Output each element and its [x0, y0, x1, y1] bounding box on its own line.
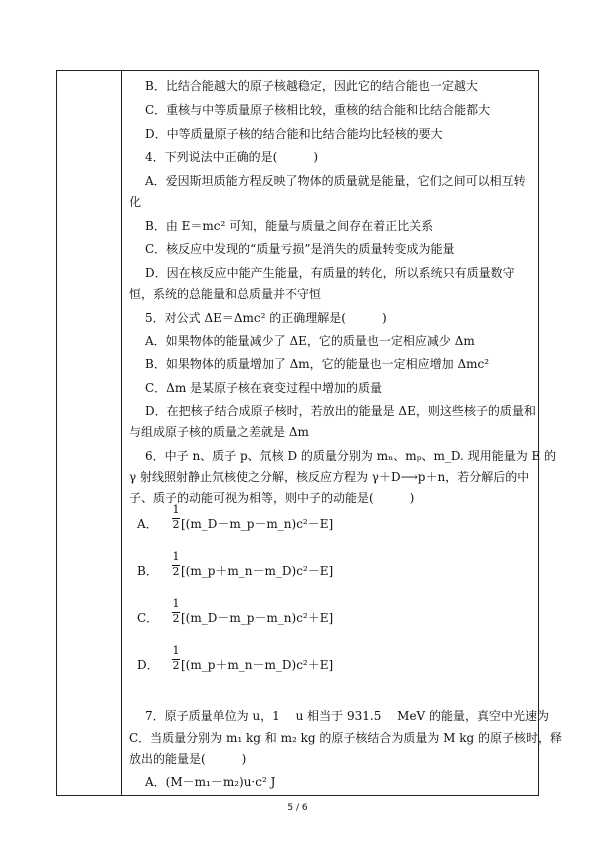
text-line: 恒，系统的总能量和总质量并不守恒: [129, 287, 322, 301]
table-divider: [121, 70, 122, 796]
option-expression: [(m_D－m_p－m_n)c²－E]: [181, 517, 334, 531]
option-label: B．: [137, 564, 158, 578]
page-number: 5 / 6: [287, 803, 308, 813]
option-expression: [(m_p＋m_n－m_D)c²－E]: [181, 564, 334, 578]
text-line: A．爱因斯坦质能方程反映了物体的质量就是能量，它们之间可以相互转: [145, 174, 526, 188]
option-label: A．: [137, 517, 158, 531]
fraction-numerator: 1: [172, 644, 180, 657]
text-line: D．因在核反应中能产生能量，有质量的转化，所以系统只有质量数守: [145, 266, 515, 280]
text-line: D．中等质量原子核的结合能和比结合能均比轻核的要大: [145, 127, 443, 141]
fraction-denominator: 2: [172, 565, 180, 578]
question-7: 7．原子质量单位为 u，1 u 相当于 931.5 MeV 的能量，真空中光速为: [145, 709, 550, 723]
question-5: 5．对公式 ΔE＝Δmc² 的正确理解是( ): [145, 311, 387, 325]
fraction-numerator: 1: [172, 550, 180, 563]
fraction-numerator: 1: [172, 597, 180, 610]
text-line: 与组成原子核的质量之差就是 Δm: [129, 425, 309, 439]
option-expression: [(m_p＋m_n－m_D)c²＋E]: [181, 658, 334, 672]
text-line: 放出的能量是( ): [129, 752, 247, 766]
text-line: C．Δm 是某原子核在衰变过程中增加的质量: [145, 381, 383, 395]
text-line: C．当质量分别为 m₁ kg 和 m₂ kg 的原子核结合为质量为 M kg 的原子核时，释: [129, 731, 563, 745]
option-expression: [(m_D－m_p－m_n)c²＋E]: [181, 611, 334, 625]
text-line: C．核反应中发现的“质量亏损”是消失的质量转变成为能量: [145, 242, 455, 256]
text-line: 化: [129, 195, 142, 209]
question-4: 4．下列说法中正确的是( ): [145, 150, 318, 164]
text-line: γ 射线照射静止氘核使之分解，核反应方程为 γ＋D⟶p＋n，若分解后的中: [129, 470, 530, 484]
fraction-denominator: 2: [172, 612, 180, 625]
text-line: 子、质子的动能可视为相等，则中子的动能是( ): [129, 491, 415, 505]
text-line: A．如果物体的能量减少了 ΔE，它的质量也一定相应减少 Δm: [145, 334, 475, 348]
option-label: C．: [137, 611, 159, 625]
fraction-denominator: 2: [172, 659, 180, 672]
text-line: B．比结合能越大的原子核越稳定，因此它的结合能也一定越大: [145, 79, 478, 93]
text-line: B．如果物体的质量增加了 Δm，它的能量也一定相应增加 Δmc²: [145, 357, 490, 371]
text-line: B．由 E＝mc² 可知，能量与质量之间存在着正比关系: [145, 219, 434, 233]
fraction-denominator: 2: [172, 518, 180, 531]
text-line: A．(M－m₁－m₂)u·c² J: [145, 775, 276, 789]
option-label: D．: [137, 658, 159, 672]
fraction-numerator: 1: [172, 503, 180, 516]
question-6: 6．中子 n、质子 p、氘核 D 的质量分别为 mₙ、mₚ、m_D. 现用能量为 E 的: [145, 449, 557, 463]
text-line: D．在把核子结合成原子核时，若放出的能量是 ΔE，则这些核子的质量和: [145, 404, 536, 418]
text-line: C．重核与中等质量原子核相比较，重核的结合能和比结合能都大: [145, 103, 491, 117]
